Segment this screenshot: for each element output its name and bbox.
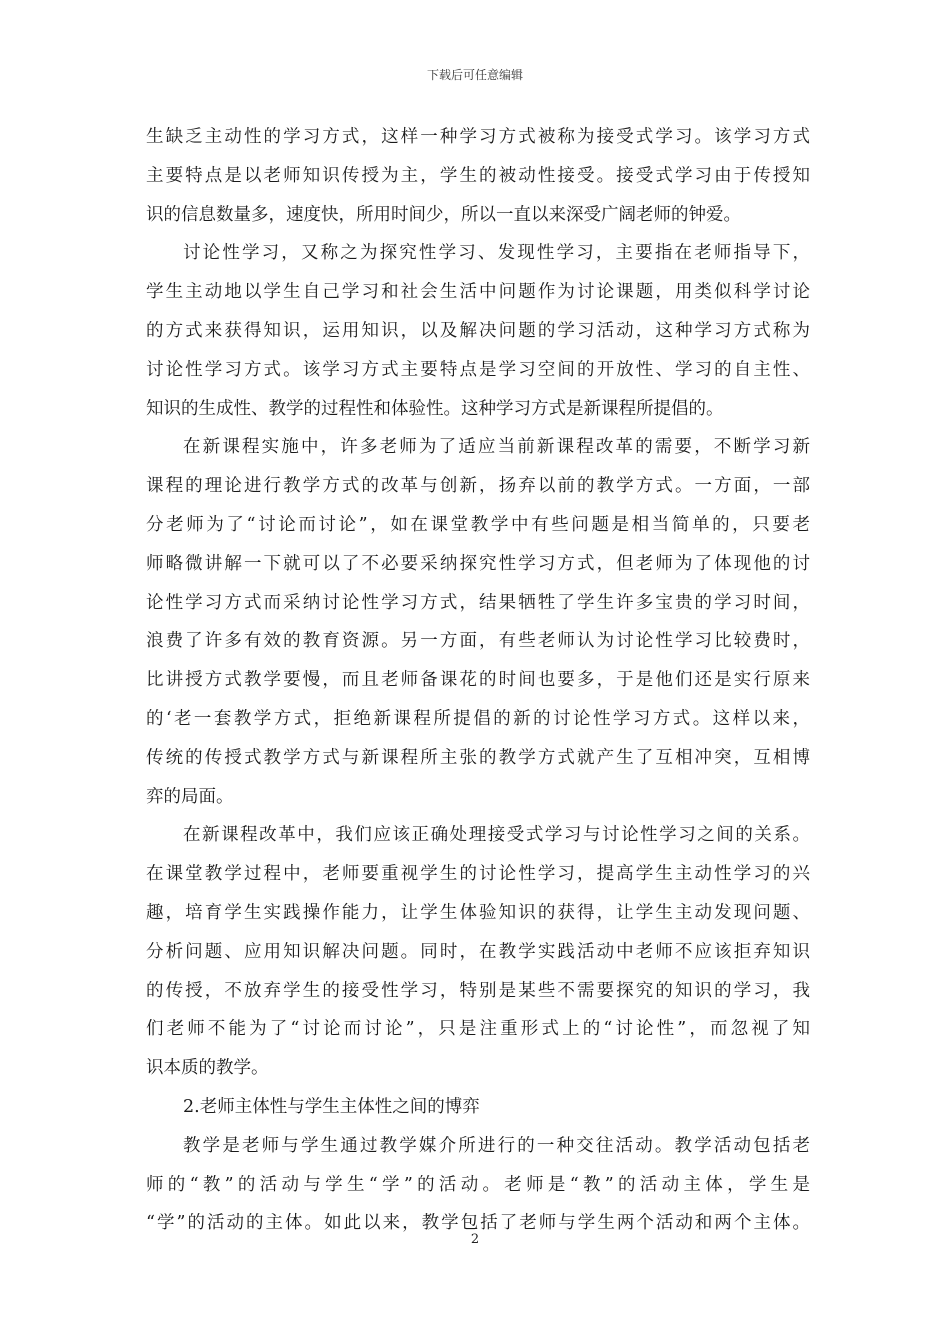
text-line: 主要特点是以老师知识传授为主，学生的被动性接受。接受式学习由于传授知	[146, 165, 810, 186]
text-line: 知识的生成性、教学的过程性和体验性。这种学习方式是新课程所提倡的。	[146, 398, 724, 419]
text-line: 分析问题、应用知识解决问题。同时，在教学实践活动中老师不应该拒弃知识	[146, 941, 810, 962]
document-body	[146, 118, 810, 1243]
text-line: 论性学习方式而采纳讨论性学习方式，结果牺牲了学生许多宝贵的学习时间，	[146, 592, 810, 613]
text-line: 趣，培育学生实践操作能力，让学生体验知识的获得，让学生主动发现问题、	[146, 902, 810, 923]
text-line: 浪费了许多有效的教育资源。另一方面，有些老师认为讨论性学习比较费时，	[146, 631, 810, 652]
text-line: 分老师为了“讨论而讨论”，如在课堂教学中有些问题是相当简单的，只要老	[146, 514, 810, 535]
text-line: 比讲授方式教学要慢，而且老师备课花的时间也要多，于是他们还是实行原来	[146, 670, 810, 691]
text-line: 在新课程改革中，我们应该正确处理接受式学习与讨论性学习之间的关系。	[183, 825, 810, 846]
page-header: 下载后可任意编辑	[426, 68, 523, 82]
text-line: 的‘老一套教学方式，拒绝新课程所提倡的新的讨论性学习方式。这样以来，	[146, 708, 810, 729]
text-line: 的方式来获得知识，运用知识，以及解决问题的学习活动，这种学习方式称为	[146, 320, 810, 341]
text-line: 识的信息数量多，速度快，所用时间少，所以一直以来深受广阔老师的钟爱。	[146, 204, 741, 225]
text-line: 学生主动地以学生自己学习和社会生活中问题作为讨论课题，用类似科学讨论	[146, 282, 810, 303]
text-line: 讨论性学习方式。该学习方式主要特点是学习空间的开放性、学习的自主性、	[146, 359, 810, 380]
text-line: 在新课程实施中，许多老师为了适应当前新课程改革的需要，不断学习新	[183, 437, 810, 458]
text-line: 生缺乏主动性的学习方式，这样一种学习方式被称为接受式学习。该学习方式	[146, 127, 810, 147]
text-line: 的传授，不放弃学生的接受性学习，特别是某些不需要探究的知识的学习，我	[146, 980, 810, 1001]
text-line: 讨论性学习，又称之为探究性学习、发现性学习，主要指在老师指导下，	[183, 243, 810, 264]
text-line: 弈的局面。	[146, 786, 234, 807]
text-line: 2.老师主体性与学生主体性之间的博弈	[183, 1096, 480, 1117]
text-line: 识本质的教学。	[146, 1058, 269, 1079]
text-line: “学”的活动的主体。如此以来，教学包括了老师与学生两个活动和两个主体。	[146, 1213, 810, 1234]
text-line: 师略微讲解一下就可以了不必要采纳探究性学习方式，但老师为了体现他的讨	[146, 553, 810, 574]
page-number: 2	[470, 1232, 480, 1247]
text-line: 教学是老师与学生通过教学媒介所进行的一种交往活动。教学活动包括老	[183, 1135, 810, 1156]
text-line: 师的“教”的活动与学生“学”的活动。老师是“教”的活动主体，学生是	[146, 1174, 810, 1195]
text-line: 们老师不能为了“讨论而讨论”，只是注重形式上的“讨论性”，而忽视了知	[146, 1019, 810, 1040]
text-line: 在课堂教学过程中，老师要重视学生的讨论性学习，提高学生主动性学习的兴	[146, 864, 810, 885]
text-line: 传统的传授式教学方式与新课程所主张的教学方式就产生了互相冲突，互相博	[146, 747, 810, 768]
text-line: 课程的理论进行教学方式的改革与创新，扬弃以前的教学方式。一方面，一部	[146, 476, 810, 497]
